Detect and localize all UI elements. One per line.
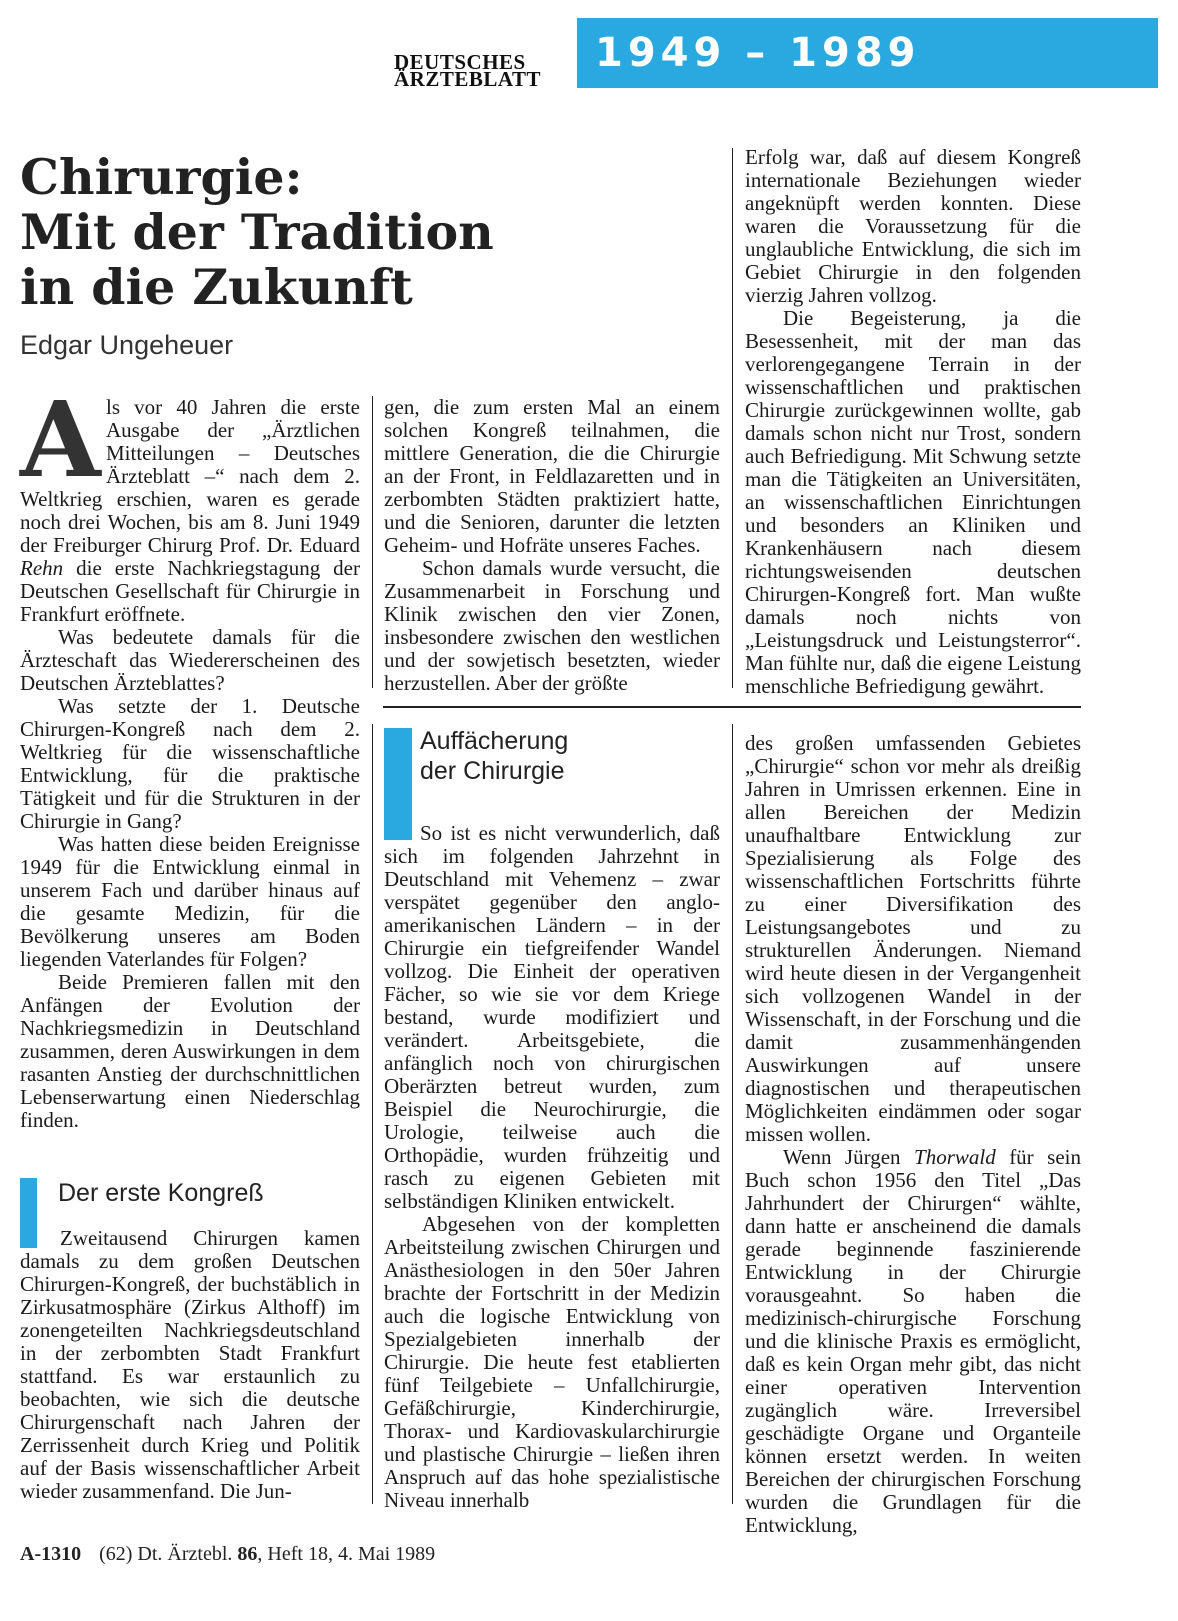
column-2-bottom [384,822,720,1512]
paragraph: Schon damals wurde versucht, die Zusammenarbeit in Forschung und Klinik zwischen den vier Zonen, insbesondere zwischen den westlichen und der sowjetisch besetzten, wieder herzustellen. Aber der größte [384,556,720,695]
column-3-top [745,146,1081,698]
name-rehn: Rehn [20,556,64,580]
subheading-line-1: Auffächerung [420,727,569,755]
citation-start: (62) Dt. Ärztebl. [99,1543,238,1565]
column-1-kongress [20,1227,360,1503]
subheading-auffaecherung [420,726,568,786]
page-footer [20,1543,435,1566]
subheading-erster-kongress: Der erste Kongreß [58,1179,264,1207]
title-line-1: Chirurgie: [20,148,303,206]
paragraph: Wenn Jürgen Thorwald für sein Buch schon 1956 den Titel „Das Jahrhundert der Chirurgen“ wählte, dann hatte er anscheinend die damals gerade beginnende faszinierende Entwicklung in der Chirurgie vorausgeahnt. So haben die medizinisch-chirurgische Forschung und die klinische Praxis es ermöglicht, daß es kein Organ mehr gibt, das nicht einer operativen Intervention zugänglich wäre. Irreversibel geschädigte Organe und Organteile können ersetzt werden. In weiten Bereichen der chirurgischen Forschung wurden die Grundlagen für die Entwicklung, [745,1145,1081,1537]
paragraph: Was hatten diese beiden Ereignisse 1949 für die Entwicklung einmal in unserem Fach und darüber hinaus auf die gesamte Medizin, für die Bevölkerung unseres am Boden liegenden Vaterlandes für Folgen? [20,832,360,971]
paragraph: Die Begeisterung, ja die Besessenheit, mit der man das verlorengegangene Terrain in der wissenschaftlichen und praktischen Chirurgie zurückgewinnen wollte, gab damals schon nicht nur Trost, sondern auch Befriedigung. Mit Schwung setzte man die Tätigkeiten an Universitäten, an wissenschaftlichen Einrichtungen und besonders an Kliniken und Krankenhäusern nach diesem richtungsweisenden deutschen Chirurgen-Kongreß fort. Man wußte damals noch nichts von „Leistungsdruck und Leistungsterror“. Man fühlte nur, daß die eigene Leistung menschliche Befriedigung gewährt. [745,306,1081,698]
article-title [20,150,580,315]
drop-cap: A [20,378,101,501]
name-thorwald: Thorwald [914,1145,996,1169]
paragraph: Was setzte der 1. Deutsche Chirurgen-Kongreß nach dem 2. Weltkrieg für die wissenschaftliche Entwicklung, für die praktische Tätigkeit und für die Strukturen in der Chirurgie in Gang? [20,694,360,833]
paragraph: des großen umfassenden Gebietes „Chirurgie“ schon vor mehr als dreißig Jahren in Umrissen erkennen. Eine in allen Bereichen der Medizin unaufhaltbare Entwicklung zur Spezialisierung als Folge des wissenschaftlichen Fortschritts führte zu einer Diversifikation des Leistungsangebotes und zu strukturellen Änderungen. Niemand wird heute diesen in der Vergangenheit sich vollzogenen Wandel in der Wissenschaft, in der Forschung und die damit zusammenhängenden Auswirkungen auf unsere diagnostischen und therapeutischen Möglichkeiten eindämmen oder sogar missen wollen. [745,731,1081,1146]
volume-number: 86 [237,1543,258,1565]
column-2-top [384,396,720,695]
column-rule [732,724,733,1504]
paragraph: Was bedeutete damals für die Ärzteschaft das Wiedererscheinen des Deutschen Ärzteblattes? [20,625,360,695]
paragraph: So ist es nicht verwunderlich, daß sich im folgenden Jahrzehnt in Deutschland mit Vehemenz – zwar verspätet gegenüber den anglo-amerikanischen Ländern – in der Chirurgie ein tiefgreifender Wandel vollzog. Die Einheit der operativen Fächer, so wie sie vor dem Kriege bestand, wurde modifiziert und verändert. Arbeitsgebiete, die anfänglich noch von chirurgischen Oberärzten betreut wurden, zum Beispiel die Neurochirurgie, die Urologie, teilweise auch die Orthopädie, wurden frühzeitig und rasch zu eigenen Gebieten mit selbständigen Kliniken entwickelt. [384,821,720,1213]
anniversary-banner [577,18,1158,88]
paragraph: Als vor 40 Jahren die erste Ausgabe der „Ärztlichen Mitteilungen – Deutsches Ärzteblatt –“ nach dem 2. Weltkrieg erschien, waren es gerade noch drei Wochen, bis am 8. Juni 1949 der Freiburger Chirurg Prof. Dr. Eduard Rehn die erste Nachkriegstagung der Deutschen Gesellschaft für Chirurgie in Frankfurt eröffnete. [20,378,360,626]
paragraph: Zweitausend Chirurgen kamen damals zu dem großen Deutschen Chirurgen-Kongreß, der buchstäblich in Zirkusatmosphäre (Zirkus Althoff) im zonengeteilten Nachkriegsdeutschland in der zerbombten Stadt Frankfurt stattfand. Es war erstaunlich zu beobachten, wie sich die deutsche Chirurgenschaft nach Jahren der Zerrissenheit durch Krieg und Politik auf der Basis wissenschaftlicher Arbeit wieder zusammenfand. Die Jun- [20,1226,360,1503]
anniversary-years: 1949 – 1989 [595,30,921,76]
journal-logo-line1: DEUTSCHES [394,50,526,74]
paragraph: gen, die zum ersten Mal an einem solchen Kongreß teilnahmen, die mittlere Generation, die die Chirurgie an der Front, in Feldlazaretten und in zerbombten Städten praktiziert hatte, und die Senioren, darunter die letzten Geheim- und Hofräte unseres Faches. [384,395,720,557]
page-code: A-1310 [20,1543,82,1565]
citation-end: , Heft 18, 4. Mai 1989 [257,1543,436,1565]
subheading-line-2: der Chirurgie [420,757,565,785]
journal-logo [394,50,564,91]
column-3-bottom [745,732,1081,1537]
title-line-2: Mit der Tradition [20,203,494,261]
journal-logo-line2: ÄRZTEBLATT [394,67,541,91]
column-1-intro [20,378,360,1132]
column-rule [372,396,373,688]
column-rule [732,148,733,688]
article-author: Edgar Ungeheuer [20,330,234,360]
section-divider [383,706,1081,708]
title-line-3: in die Zukunft [20,258,413,316]
paragraph: Erfolg war, daß auf diesem Kongreß internationale Beziehungen wieder angeknüpft werden konnten. Diese waren die Voraussetzung für die unglaubliche Entwicklung, die sich im Gebiet Chirurgie in den folgenden vierzig Jahren vollzog. [745,145,1081,307]
column-rule [372,724,373,1504]
paragraph: Abgesehen von der kompletten Arbeitsteilung zwischen Chirurgen und Anästhesiologen in den 50er Jahren brachte der Fortschritt in der Medizin auch die logische Entwicklung von Spezialgebieten innerhalb der Chirurgie. Die heute fest etablierten fünf Teilgebiete – Unfallchirurgie, Gefäßchirurgie, Kinderchirurgie, Thorax- und Kardiovaskularchirurgie und plastische Chirurgie – ließen ihren Anspruch auf das hohe spezialistische Niveau innerhalb [384,1212,720,1512]
paragraph: Beide Premieren fallen mit den Anfängen der Evolution der Nachkriegsmedizin in Deutschland zusammen, deren Auswirkungen in dem rasanten Anstieg der durchschnittlichen Lebenserwartung einen Niederschlag finden. [20,970,360,1132]
